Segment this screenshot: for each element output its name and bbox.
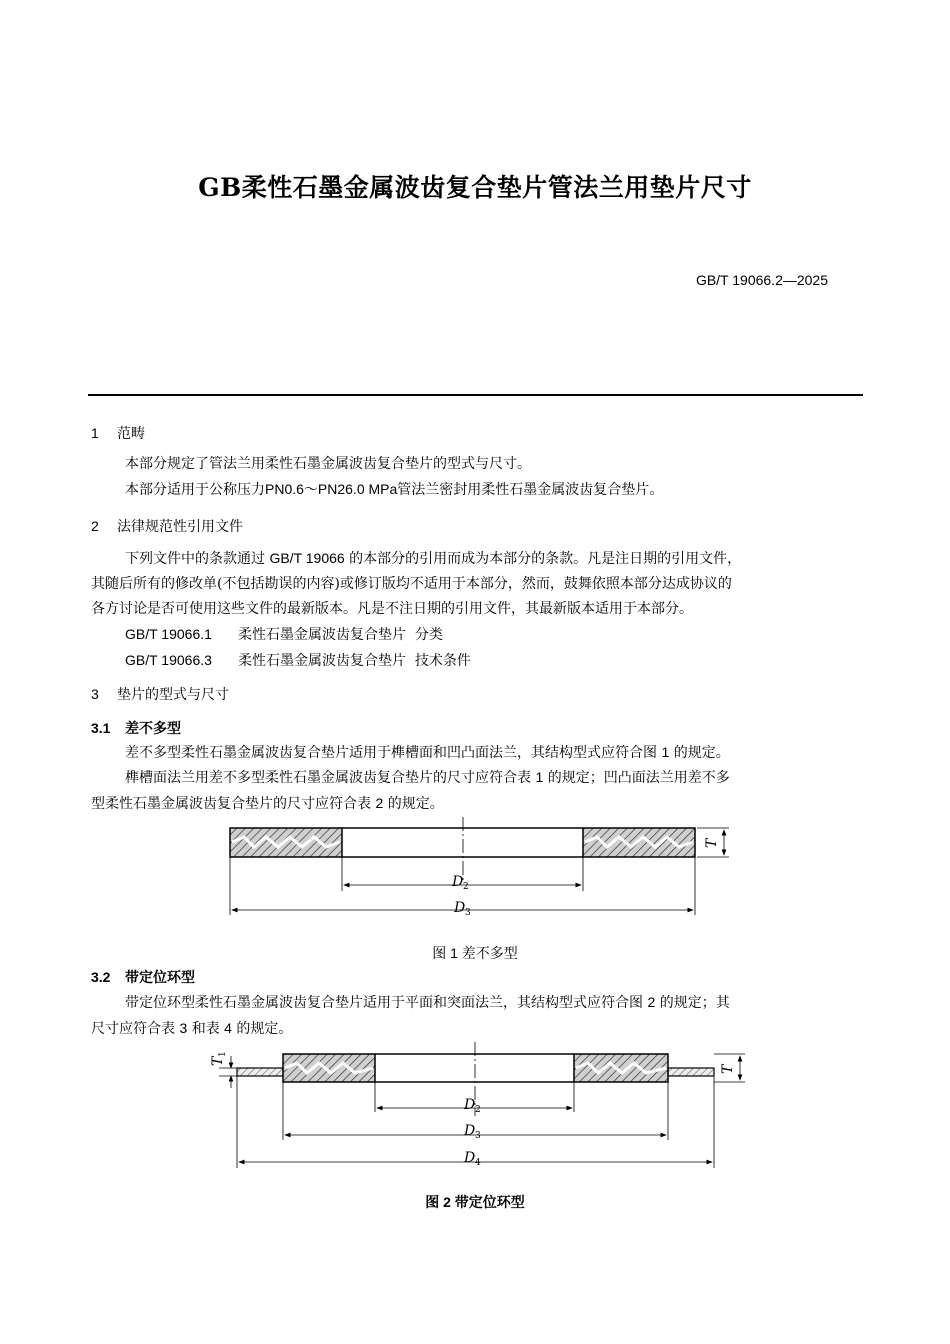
section-number: 3	[91, 686, 99, 702]
text: 2	[647, 994, 656, 1010]
dimension-label-d3-subscript: 3	[465, 908, 471, 918]
gasket-section-right	[574, 1054, 668, 1082]
text: 本部分规定了管法兰用柔性石墨金属波齿复合垫片的型式与尺寸。	[125, 456, 531, 472]
section-3-heading	[91, 684, 229, 704]
text: 2	[375, 795, 384, 811]
reference-code: GB/T 19066.3	[125, 652, 212, 668]
gasket-section-left	[230, 828, 342, 857]
reference-title: 柔性石墨金属波齿复合垫片 技术条件	[238, 653, 471, 669]
reference-title: 柔性石墨金属波齿复合垫片 分类	[238, 627, 443, 643]
paragraph	[91, 990, 861, 1042]
paragraph	[91, 452, 861, 477]
figure-1-caption: 图 1 差不多型	[432, 945, 518, 961]
header-rule	[88, 394, 863, 396]
paragraph-line	[91, 1016, 861, 1042]
text: 3	[179, 1020, 188, 1036]
section-number: 2	[91, 518, 99, 534]
locating-ring-right	[668, 1068, 714, 1076]
section-2-heading	[91, 516, 243, 536]
dimension-label-d3-subscript: 3	[475, 1131, 481, 1141]
section-1-heading	[91, 423, 145, 443]
dimension-label-t: T	[720, 1064, 736, 1074]
dimension-label-d3: D	[464, 1123, 476, 1139]
text: 差不多型柔性石墨金属波齿复合垫片适用于榫槽面和凹凸面法兰，其结构型式应符合图	[125, 745, 657, 761]
paragraph	[91, 546, 861, 622]
text: 下列文件中的条款通过	[125, 551, 265, 567]
document-title: GB柔性石墨金属波齿复合垫片管法兰用垫片尺寸	[198, 173, 752, 202]
reference-code: GB/T 19066.1	[125, 626, 212, 642]
dimension-label-d2: D	[452, 874, 464, 890]
subsection-number: 3.1	[91, 720, 111, 736]
subsection-3-1-heading	[91, 718, 181, 738]
dimension-label-t: T	[704, 838, 720, 848]
text: 和表	[191, 1021, 220, 1037]
paragraph-line	[91, 990, 861, 1016]
text: 的规定；凹凸面法兰用差不多	[547, 770, 730, 786]
gasket-section-left	[283, 1054, 375, 1082]
text: GB/T 19066	[269, 550, 345, 566]
subsection-number: 3.2	[91, 969, 111, 985]
section-title: 垫片的型式与尺寸	[117, 686, 229, 702]
locating-ring-left	[237, 1068, 283, 1076]
dimension-label-d4-subscript: 4	[475, 1158, 481, 1168]
subsection-title: 带定位环型	[125, 969, 195, 985]
paragraph	[91, 740, 861, 766]
paragraph-line	[91, 765, 861, 791]
paragraph-line	[91, 546, 861, 572]
text: 的规定；其	[659, 995, 730, 1011]
text: 的规定。	[387, 796, 444, 812]
standard-number: GB/T 19066.2—2025	[695, 272, 828, 288]
dimension-label-t1: T	[210, 1056, 226, 1066]
paragraph-line: 各方讨论是否可使用这些文件的最新版本。凡是不注日期的引用文件，其最新版本适用于本部分。	[91, 601, 693, 617]
text: 1	[535, 769, 544, 785]
paragraph-line: 其随后所有的修改单(不包括勘误的内容)或修订版均不适用于本部分，然而，鼓舞依照本部分达成协议的	[91, 576, 732, 592]
normative-reference	[125, 624, 443, 644]
text: 榫槽面法兰用差不多型柔性石墨金属波齿复合垫片的尺寸应符合表	[125, 770, 531, 786]
subsection-title: 差不多型	[125, 720, 181, 736]
dimension-label-d2-subscript: 2	[475, 1105, 481, 1115]
text: 型柔性石墨金属波齿复合垫片的尺寸应符合表	[91, 796, 371, 812]
text: 尺寸应符合表	[91, 1021, 175, 1037]
text: 本部分适用于公称压力	[125, 482, 265, 498]
paragraph-line	[91, 791, 861, 817]
section-number: 1	[91, 425, 99, 441]
text: 的本部分的引用而成为本部分的条款。凡是注日期的引用文件，	[349, 551, 742, 567]
dimension-label-d3: D	[454, 900, 466, 916]
normative-reference	[125, 650, 471, 670]
text: 带定位环型柔性石墨金属波齿复合垫片适用于平面和突面法兰，其结构型式应符合图	[125, 995, 643, 1011]
dimension-label-d2-subscript: 2	[463, 882, 469, 892]
subsection-3-2-heading	[91, 967, 195, 987]
dimension-label-d2: D	[464, 1097, 476, 1113]
paragraph	[91, 477, 861, 503]
text: 的规定。	[673, 745, 730, 761]
figure-2-drawing	[205, 1040, 750, 1180]
paragraph	[91, 765, 861, 817]
text: PN0.6～PN26.0 MPa	[265, 481, 398, 497]
text: 管法兰密封用柔性石墨金属波齿复合垫片。	[397, 482, 664, 498]
gasket-section-right	[583, 828, 695, 857]
section-title: 范畴	[117, 425, 145, 441]
text: 4	[224, 1020, 232, 1036]
figure-1-drawing	[224, 815, 744, 921]
section-title: 法律规范性引用文件	[117, 518, 243, 534]
text: 的规定。	[236, 1021, 293, 1037]
figure-2-caption: 图 2 带定位环型	[425, 1194, 525, 1210]
dimension-label-t1-subscript: 1	[218, 1051, 228, 1057]
dimension-label-d4: D	[464, 1150, 476, 1166]
text: 1	[661, 744, 670, 760]
